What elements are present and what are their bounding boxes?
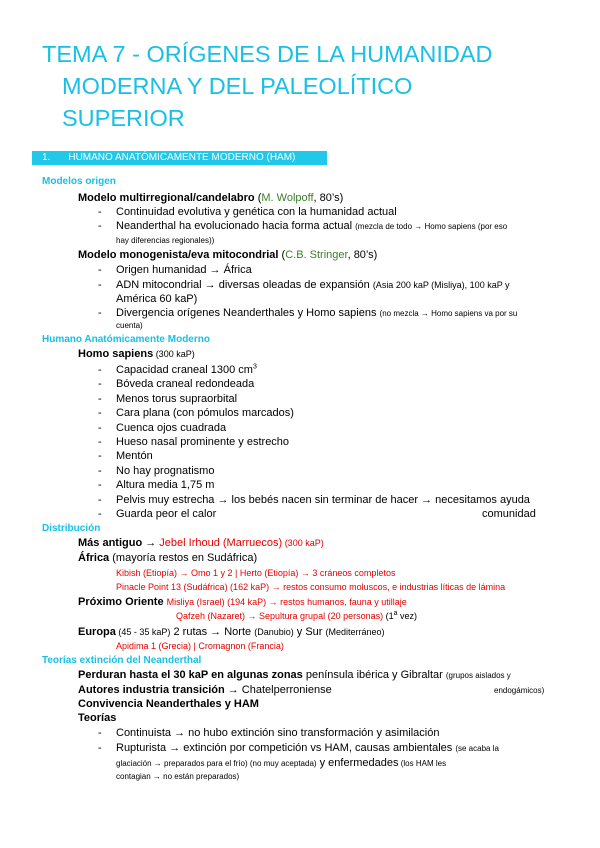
list-item: Menos torus supraorbital [116,393,238,405]
autores-industria: Autores industria transición → Chatelperroniense [78,684,332,696]
africa: África (mayoría restos en Sudáfrica) [78,552,258,564]
teorias-label: Teorías [78,712,117,724]
bullet-dash: - [98,727,102,739]
bullet-dash: - [98,307,102,319]
heading-distribucion: Distribución [42,523,101,534]
list-item: Mentón [116,450,153,462]
bullet-dash: - [98,494,102,506]
bullet-dash: - [98,393,102,405]
bullet-dash: - [98,364,102,376]
list-item: Neanderthal ha evolucionado hacia forma actual (mezcla de todo → Homo sapiens (por eso [116,220,508,232]
page-title-line-3: SUPERIOR [62,105,185,131]
list-item-continuation: glaciación → preparados para el frío) (no muy aceptada) y enfermedades (los HAM les [116,757,447,769]
list-item: Divergencia orígenes Neanderthales y Homo sapiens (no mezcla → Homo sapiens va por su [116,307,518,319]
proximo-oriente-sites: Qafzeh (Nazaret) → Sepultura grupal (20 personas) (1$^a$ vez) [176,610,418,621]
list-item: Capacidad craneal 1300 $cm^3$ [116,363,257,376]
heading-ham: Humano Anatómicamente Moderno [42,334,210,345]
list-item: Hueso nasal prominente y estrecho [116,436,290,448]
section-heading [32,151,327,165]
bullet-dash: - [98,279,102,291]
bullet-dash: - [98,378,102,390]
bullet-dash: - [98,436,102,448]
list-item: ADN mitocondrial → diversas oleadas de expansión (Asia 200 kaP (Misliya), 100 kaP y [116,279,510,291]
list-item-note: cuenta) [116,321,143,330]
list-item: Pelvis muy estrecha → los bebés nacen sin terminar de hacer → necesitamos ayuda [116,494,530,506]
list-item-continuation: comunidad [482,508,536,520]
list-item: Cuenca ojos cuadrada [116,422,227,434]
heading-teorias-extincion: Teorías extinción del Neanderthal [42,655,202,666]
perduran-note-continuation: endogámicos) [494,686,545,695]
list-item: Continuista → no hubo extinción sino transformación y asimilación [116,727,440,739]
list-item-note: hay diferencias regionales)) [116,236,215,245]
heading-modelos-origen: Modelos origen [42,176,116,187]
modelo-monogenista: Modelo monogenista/eva mitocondrial (C.B. Stringer, 80’s) [78,249,378,261]
page-title-line-2: MODERNA Y DEL PALEOLÍTICO [62,73,413,99]
perduran: Perduran hasta el 30 kaP en algunas zonas península ibérica y Gibraltar (grupos aislados y [78,669,511,681]
section-number: 1. [42,152,51,163]
author-stringer: C.B. Stringer [285,249,348,261]
list-item: Altura media 1,75 m [116,479,215,491]
list-item: Guarda peor el calor [116,508,217,520]
europa-sites: Apidima 1 (Grecia) | Cromagnon (Francia) [116,641,284,651]
homo-sapiens: Homo sapiens (300 kaP) [78,348,195,360]
bullet-dash: - [98,422,102,434]
list-item-note: América 60 kaP) [116,293,198,305]
bullet-dash: - [98,264,102,276]
section-label: HUMANO ANATÓMICAMENTE MODERNO (HAM) [68,152,296,163]
bullet-dash: - [98,465,102,477]
bullet-dash: - [98,479,102,491]
bullet-dash: - [98,450,102,462]
modelo-multirregional: Modelo multirregional/candelabro (M. Wolpoff, 80’s) [78,192,344,204]
proximo-oriente: Próximo Oriente Misliya (Israel) (194 kaP) → restos humanos, fauna y utillaje [78,596,407,608]
africa-sites-1: Kibish (Etiopía) → Omo 1 y 2 | Herto (Etiopía) → 3 cráneos completos [116,568,396,578]
africa-sites-2: Pinacle Point 13 (Sudáfrica) (162 kaP) → restos consumo moluscos, e industrias líticas de lámina [116,582,506,592]
convivencia: Convivencia Neanderthales y HAM [78,698,259,710]
list-item: Origen humanidad → África [116,264,252,276]
page-title-line-1: TEMA 7 - ORÍGENES DE LA HUMANIDAD [42,41,493,67]
list-item: Bóveda craneal redondeada [116,378,255,390]
list-item: Continuidad evolutiva y genética con la humanidad actual [116,206,397,218]
bullet-dash: - [98,407,102,419]
list-item: Rupturista → extinción por competición vs HAM, causas ambientales (se acaba la [116,742,499,754]
list-item: Cara plana (con pómulos marcados) [116,407,294,419]
list-item: No hay prognatismo [116,465,215,477]
bullet-dash: - [98,508,102,520]
mas-antiguo: Más antiguo → Jebel Irhoud (Marruecos) (300 kaP) [78,537,324,549]
author-wolpoff: M. Wolpoff [261,192,314,204]
bullet-dash: - [98,220,102,232]
bullet-dash: - [98,206,102,218]
list-item-continuation: contagian → no están preparados) [116,772,240,781]
bullet-dash: - [98,742,102,754]
europa: Europa (45 - 35 kaP) 2 rutas → Norte (Danubio) y Sur (Mediterráneo) [78,626,385,638]
